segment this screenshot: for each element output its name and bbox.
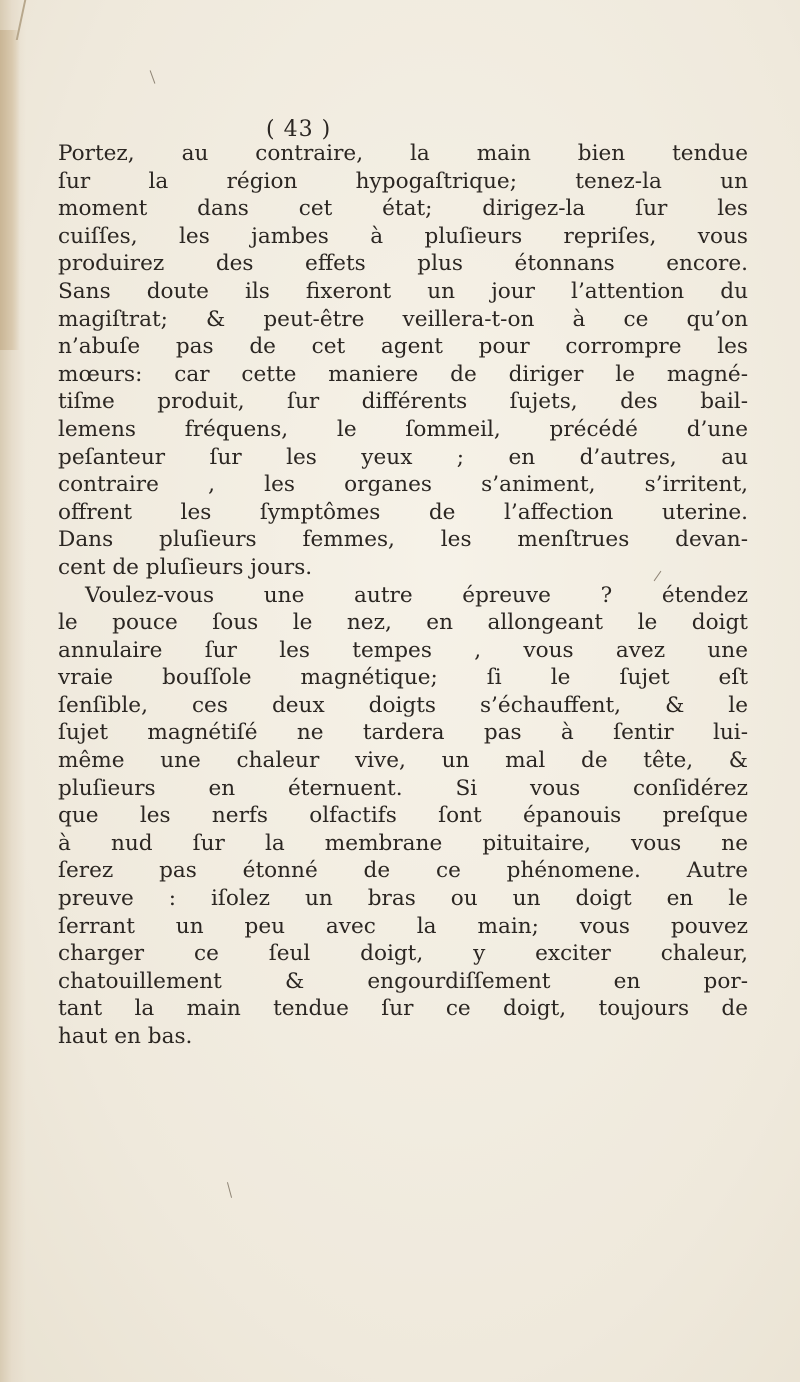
text-line: tiſme produit, ſur différents ſujets, des bail- [58,389,748,415]
paper-speck [227,1182,232,1198]
body-text [58,140,748,1051]
text-line: produirez des effets plus étonnans encore. [58,251,748,277]
text-line: haut en bas. [58,1024,193,1049]
text-line: tant la main tendue ſur ce doigt, toujours de [58,996,748,1022]
text-line: mœurs: car cette maniere de diriger le magné- [58,361,748,387]
binding-stain [0,30,20,350]
text-line: annulaire ſur les tempes , vous avez une [58,637,748,663]
text-line: à nud ſur la membrane pituitaire, vous ne [58,830,748,856]
text-line: charger ce ſeul doigt, y exciter chaleur, [58,941,748,967]
text-line: peſanteur ſur les yeux ; en d’autres, au [58,444,748,470]
text-line: pluſieurs en éternuent. Si vous conſidérez [58,775,748,801]
text-line: ſur la région hypogaſtrique; tenez-la un [58,168,748,194]
text-line: moment dans cet état; dirigez-la ſur les [58,196,748,222]
text-line: ſerez pas étonné de ce phénomene. Autre [58,858,748,884]
text-line: Sans doute ils fixeront un jour l’attention du [58,278,748,304]
page-number: ( 43 ) [266,117,332,142]
text-line: preuve : iſolez un bras ou un doigt en le [58,886,748,912]
text-line: Portez, au contraire, la main bien tendue [58,141,748,166]
text-line: n’abuſe pas de cet agent pour corrompre les [58,334,748,360]
text-line: magiſtrat; & peut-être veillera-t-on à ce qu’on [58,306,748,332]
text-line: vraie bouſſole magnétique; ſi le ſujet eſt [58,665,748,691]
text-line: cent de pluſieurs jours. [58,554,313,580]
paper-speck [150,70,156,83]
text-line: Dans pluſieurs femmes, les menſtrues devan- [58,527,748,553]
text-line: ſujet magnétiſé ne tardera pas à ſentir lui- [58,720,748,746]
text-line: lemens fréquens, le ſommeil, précédé d’une [58,416,748,442]
text-line: ſerrant un peu avec la main; vous pouvez [58,913,748,939]
text-line: chatouillement & engourdiſſement en por- [58,968,748,994]
text-line: offrent les ſymptômes de l’affection uterine. [58,499,748,525]
text-line: même une chaleur vive, un mal de tête, & [58,748,748,774]
text-line: contraire , les organes s’animent, s’irritent, [58,472,748,498]
text-line: ſenſible, ces deux doigts s’échauffent, & le [58,692,748,718]
text-line: que les nerfs olfactifs ſont épanouis preſque [58,803,748,829]
text-line: le pouce ſous le nez, en allongeant le doigt [58,610,748,636]
text-line: cuiſſes, les jambes à pluſieurs repriſes, vous [58,223,748,249]
text-line: Voulez-vous une autre épreuve ? étendez [85,582,748,608]
